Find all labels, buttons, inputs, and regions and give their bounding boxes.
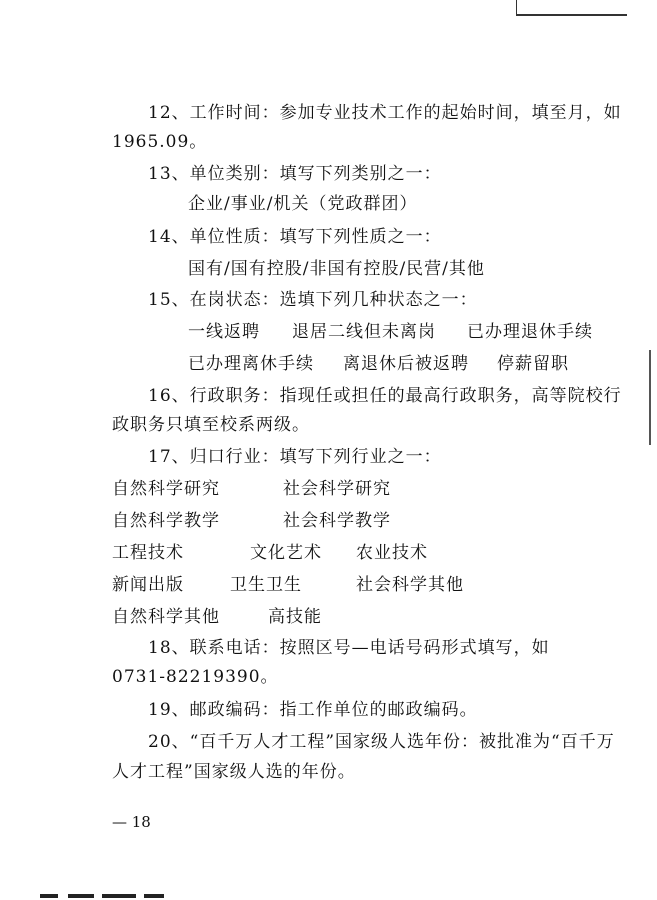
option-text: 农业技术 bbox=[356, 543, 428, 563]
option-text: 新闻出版 bbox=[112, 575, 184, 595]
scan-corner-mark bbox=[516, 0, 627, 16]
option-text: 退居二线但未离岗 bbox=[292, 322, 436, 342]
item-12-line-1: 12、工作时间：参加专业技术工作的起始时间，填至月，如 bbox=[148, 103, 622, 123]
option-text: 高技能 bbox=[268, 607, 322, 627]
option-text: 工程技术 bbox=[112, 543, 184, 563]
item-14-line-1: 14、单位性质：填写下列性质之一： bbox=[148, 227, 442, 247]
item-18-line-1: 18、联系电话：按照区号—电话号码形式填写，如 bbox=[148, 638, 550, 658]
option-text: 自然科学其他 bbox=[112, 607, 220, 627]
option-text: 自然科学教学 bbox=[112, 511, 220, 531]
item-13-options: 企业/事业/机关（党政群团） bbox=[188, 194, 418, 214]
option-text: 离退休后被返聘 bbox=[343, 354, 469, 374]
option-text: 自然科学研究 bbox=[112, 479, 220, 499]
option-text: 社会科学研究 bbox=[283, 479, 391, 499]
option-text: 已办理离休手续 bbox=[188, 354, 314, 374]
option-text: 社会科学教学 bbox=[283, 511, 391, 531]
item-20-line-1: 20、“百千万人才工程”国家级人选年份：被批准为“百千万 bbox=[148, 732, 615, 752]
option-text: 已办理退休手续 bbox=[467, 322, 593, 342]
item-19-line-1: 19、邮政编码：指工作单位的邮政编码。 bbox=[148, 700, 478, 720]
scan-edge-mark bbox=[649, 350, 651, 445]
item-15-line-1: 15、在岗状态：选填下列几种状态之一： bbox=[148, 290, 478, 310]
item-18-line-2: 0731-82219390。 bbox=[112, 667, 279, 687]
option-text: 文化艺术 bbox=[250, 543, 322, 563]
item-14-options: 国有/国有控股/非国有控股/民营/其他 bbox=[188, 259, 485, 279]
item-12-line-2: 1965.09。 bbox=[112, 132, 208, 152]
page-number: — 18 bbox=[112, 813, 151, 831]
item-17-line-1: 17、归口行业：填写下列行业之一： bbox=[148, 447, 442, 467]
item-13-line-1: 13、单位类别：填写下列类别之一： bbox=[148, 164, 442, 184]
option-text: 卫生卫生 bbox=[230, 575, 302, 595]
option-text: 社会科学其他 bbox=[356, 575, 464, 595]
item-20-line-2: 人才工程”国家级人选的年份。 bbox=[112, 762, 356, 782]
option-text: 一线返聘 bbox=[188, 322, 260, 342]
scan-bottom-marks bbox=[40, 892, 170, 898]
item-16-line-2: 政职务只填至校系两级。 bbox=[112, 415, 310, 435]
item-16-line-1: 16、行政职务：指现任或担任的最高行政职务，高等院校行 bbox=[148, 386, 622, 406]
option-text: 停薪留职 bbox=[497, 354, 569, 374]
